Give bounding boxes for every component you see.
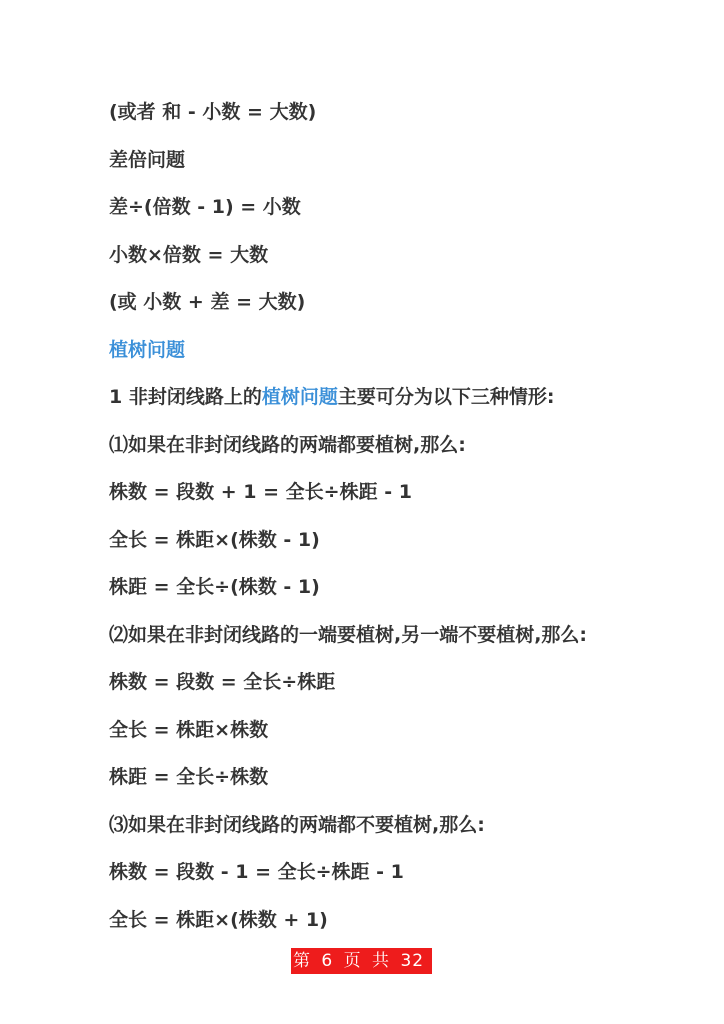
intro-non-closed-route [109, 385, 554, 409]
formula-or-small-plus-diff: (或 小数 + 差 = 大数) [109, 291, 306, 313]
text-line-or-sum-minus-small: (或者 和 - 小数 = 大数) [109, 101, 317, 123]
total-label: 共 [372, 951, 391, 971]
formula-case2-length: 全长 = 株距×株数 [109, 719, 269, 741]
formula-case1-count: 株数 = 段数 + 1 = 全长÷株距 - 1 [109, 481, 412, 503]
formula-case2-count: 株数 = 段数 = 全长÷株距 [109, 671, 336, 693]
current-page: 6 [321, 951, 334, 971]
heading-difference-multiple-problem: 差倍问题 [109, 149, 186, 171]
formula-case3-count: 株数 = 段数 - 1 = 全长÷株距 - 1 [109, 861, 404, 883]
case-1-both-ends: ⑴如果在非封闭线路的两端都要植树,那么: [109, 434, 466, 456]
page-number-badge [291, 948, 453, 974]
case-2-one-end: ⑵如果在非封闭线路的一端要植树,另一端不要植树,那么: [109, 624, 588, 646]
total-unit: 页 [434, 951, 453, 971]
formula-case1-spacing: 株距 = 全长÷(株数 - 1) [109, 576, 320, 598]
formula-large-number: 小数×倍数 = 大数 [109, 244, 269, 266]
total-pages: 32 [400, 951, 425, 971]
formula-case3-length: 全长 = 株距×(株数 + 1) [109, 909, 328, 931]
formula-small-number: 差÷(倍数 - 1) = 小数 [109, 196, 301, 218]
page-label: 第 [293, 951, 311, 971]
tree-planting-link[interactable]: 植树问题 [261, 386, 338, 408]
case-3-no-ends: ⑶如果在非封闭线路的两端都不要植树,那么: [109, 814, 485, 836]
intro-prefix: 1 非封闭线路上的 [109, 386, 262, 408]
page-unit: 页 [343, 951, 362, 971]
formula-case2-spacing: 株距 = 全长÷株数 [109, 766, 269, 788]
heading-tree-planting-problem: 植树问题 [109, 339, 186, 361]
intro-suffix: 主要可分为以下三种情形: [337, 386, 555, 408]
formula-case1-length: 全长 = 株距×(株数 - 1) [109, 529, 320, 551]
